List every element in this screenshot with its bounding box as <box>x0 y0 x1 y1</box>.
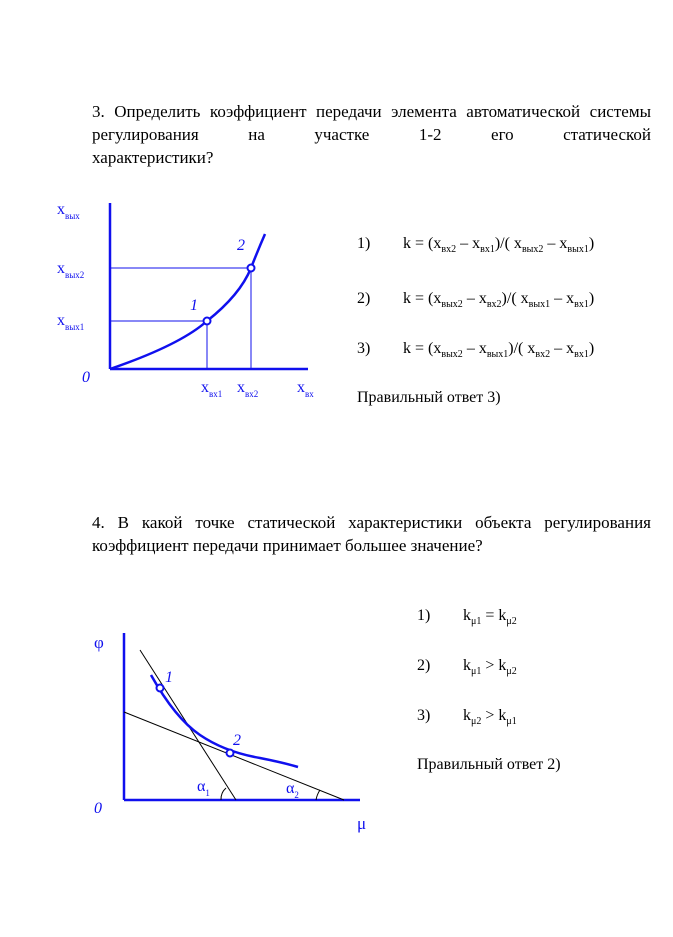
q3-answer-2: 2) $k = (x_{вых2} - x_{вх2})/$( $x_{вых1} - x_{вх1}$) <box>357 290 595 311</box>
q4-alpha1-label: $\alpha_1$ <box>197 778 210 798</box>
q4-answer-2: 2) $k_{\mu 1} > k_{\mu 2}$ <box>417 657 517 678</box>
q3-origin-label: 0 <box>82 369 90 386</box>
q4-x-axis-label: μ <box>357 814 367 833</box>
q4-text-line1: 4. В какой точке статической характеристики объекта регулирования <box>92 513 651 532</box>
q4-point-2-label: 2 <box>233 732 241 749</box>
q4-y-axis-label: φ <box>94 633 104 652</box>
q3-point-2-marker <box>248 265 255 272</box>
q3-x2-label: $x_{вх2}$ <box>237 379 259 399</box>
q3-y-axis-label: $x_{вых}$ <box>57 201 80 221</box>
q3-point-2-label: 2 <box>237 237 245 254</box>
q3-characteristic-curve <box>110 234 265 369</box>
q4-point-1-marker <box>157 685 164 692</box>
q4-characteristic-curve <box>151 675 298 767</box>
q3-y2-label: $x_{вых2}$ <box>57 260 85 280</box>
q3-y1-label: $x_{вых1}$ <box>57 312 85 332</box>
q3-x-axis-label: $x_{вх}$ <box>297 379 314 399</box>
q4-point-2-marker <box>227 750 234 757</box>
q3-text-line1: 3. Определить коэффициент передачи элемента автоматической системы регулирования на участке 1-2 его статической <box>92 102 651 144</box>
q3-point-1-label: 1 <box>190 297 198 314</box>
q4-text-line2: коэффициент передачи принимает большее значение? <box>92 536 483 555</box>
q4-alpha2-label: $\alpha_2$ <box>286 780 299 800</box>
q3-text-line2: характеристики? <box>92 148 214 167</box>
q4-answer-1: 1) $k_{\mu 1} = k_{\mu 2}$ <box>417 607 517 628</box>
q4-angle-1-arc <box>221 788 226 800</box>
q4-origin-label: 0 <box>94 800 102 817</box>
q4-answer-3: 3) $k_{\mu 2} > k_{\mu 1}$ <box>417 707 517 728</box>
q4-tangent-2 <box>124 712 344 800</box>
q3-answer-1: 1) $k = (x_{вх2} - x_{вх1})/$( $x_{вых2} - x_{вых1}$) <box>357 235 595 256</box>
q4-angle-2-arc <box>316 790 320 800</box>
q3-x1-label: $x_{вх1}$ <box>201 379 223 399</box>
q3-answer-3: 3) $k = (x_{вых2} - x_{вых1})/$( $x_{вх2} - x_{вх1}$) <box>357 340 595 361</box>
q3-point-1-marker <box>204 318 211 325</box>
q4-point-1-label: 1 <box>165 669 173 686</box>
q4-correct-answer: Правильный ответ 2) <box>417 756 561 773</box>
q3-correct-answer: Правильный ответ 3) <box>357 389 501 406</box>
